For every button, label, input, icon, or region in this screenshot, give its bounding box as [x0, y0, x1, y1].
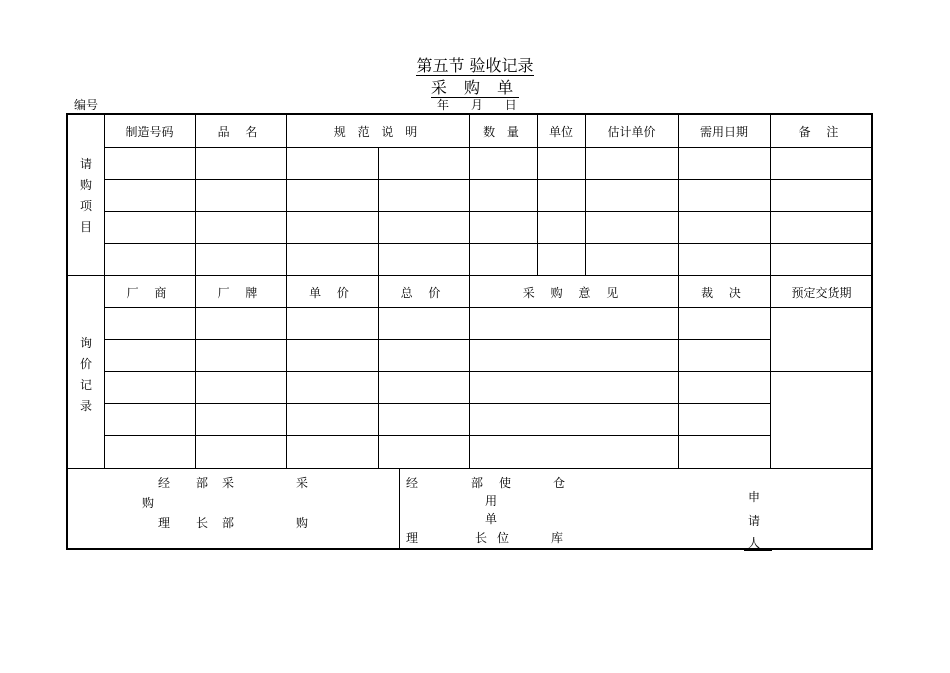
sig-r-dept-char2: 长: [475, 531, 488, 545]
date-month-label: 月: [470, 98, 487, 112]
sig-r-user-char2: 用: [485, 494, 498, 508]
row-line: [104, 147, 873, 148]
col-line: [286, 115, 287, 275]
header-delivery-date: 预定交货期: [791, 286, 852, 300]
date-year-label: 年: [437, 98, 454, 112]
row-line: [104, 179, 873, 180]
col-line: [469, 115, 470, 275]
section-divider: [68, 275, 873, 276]
sig-r-dept-char1: 部: [471, 476, 484, 490]
date-field: [437, 96, 531, 113]
applicant-underline: [744, 550, 772, 551]
header-unit-price: 单 价: [309, 286, 355, 300]
inquiry-record-label: 询 价 记 录: [79, 336, 92, 413]
header-remarks: 备 注: [798, 125, 845, 139]
row-line: [104, 307, 873, 308]
signature-divider: [399, 468, 400, 550]
sig-dept-char2: 长: [196, 516, 209, 530]
col-line: [770, 115, 771, 275]
serial-number-label: 编号: [74, 98, 99, 112]
header-decision: 裁 决: [701, 286, 747, 300]
sig-r-user-char1: 使: [499, 476, 512, 490]
row-line: [104, 211, 873, 212]
sig-r-warehouse-char2: 库: [551, 531, 564, 545]
sig-manager-char1: 经: [158, 476, 171, 490]
col-line: [678, 275, 679, 468]
col-line: [770, 275, 771, 468]
header-unit: 单位: [548, 125, 573, 139]
header-vendor: 厂 商: [126, 286, 173, 300]
sig-purchase-dept-char1: 采: [222, 476, 235, 490]
col-line: [195, 275, 196, 468]
col-line: [469, 275, 470, 468]
date-day-label: 日: [504, 98, 521, 112]
sig-r-warehouse-char1: 仓: [553, 476, 566, 490]
sig-purchase-char2: 购: [142, 496, 155, 510]
sig-purchase-dept-char2: 部: [222, 516, 235, 530]
header-manufacture-number: 制造号码: [125, 125, 174, 139]
col-line: [537, 115, 538, 275]
col-line: [378, 275, 379, 468]
form-title: 采 购 单: [430, 78, 520, 97]
sig-r-user-char4: 位: [497, 531, 510, 545]
header-purchase-opinion: 采 购 意 见: [522, 286, 625, 300]
col-line: [378, 147, 379, 275]
sig-manager-char2: 理: [158, 516, 171, 530]
header-required-date: 需用日期: [699, 125, 748, 139]
page-title: 第五节 验收记录: [416, 56, 534, 75]
col-line: [678, 115, 679, 275]
header-specification: 规 范 说 明: [333, 125, 422, 139]
col-line: [585, 115, 586, 275]
row-line: [104, 339, 770, 340]
sig-r-manager-char1: 经: [406, 476, 419, 490]
col-line: [286, 275, 287, 468]
header-total-price: 总 价: [400, 286, 447, 300]
request-items-label: 请 购 项 目: [79, 157, 92, 234]
purchase-form-table: [66, 113, 873, 550]
header-brand: 厂 牌: [217, 286, 264, 300]
sig-applicant-char3: 人: [748, 536, 761, 550]
sig-r-manager-char2: 理: [406, 531, 419, 545]
sig-r-user-char3: 单: [485, 512, 498, 526]
section-divider: [68, 468, 873, 469]
sig-purchaser-char2: 购: [296, 516, 309, 530]
sig-applicant-char1: 申: [748, 490, 761, 504]
col-line: [195, 115, 196, 275]
sig-applicant-char2: 请: [748, 514, 761, 528]
row-line: [104, 435, 770, 436]
header-estimated-price: 估计单价: [607, 125, 656, 139]
row-line: [104, 403, 770, 404]
row-line: [104, 243, 873, 244]
header-quantity: 数 量: [483, 125, 523, 139]
header-product-name: 品 名: [217, 125, 264, 139]
sig-purchaser-char1: 采: [296, 476, 309, 490]
sig-dept-char1: 部: [196, 476, 209, 490]
row-line: [104, 371, 873, 372]
